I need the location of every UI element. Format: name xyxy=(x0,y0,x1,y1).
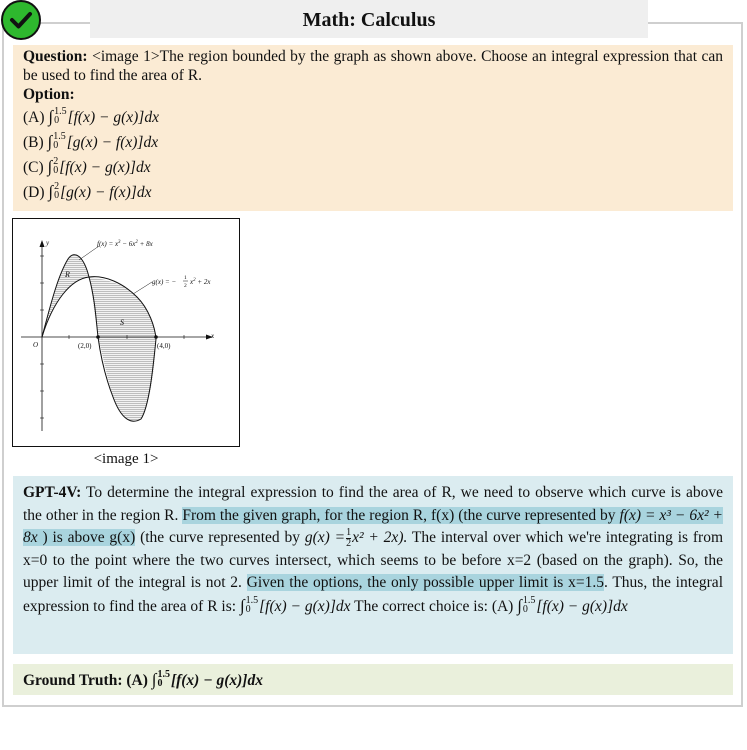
option-d: (D) ∫ 2 0 [g(x) − f(x)]dx xyxy=(23,181,152,202)
highlight-1-end: ) is above g(x) xyxy=(42,529,136,546)
check-circle-icon xyxy=(1,0,41,40)
question-panel xyxy=(13,45,733,211)
region-s-label: S xyxy=(120,318,124,327)
answer-label: GPT-4V: xyxy=(23,484,82,501)
option-upper: 2 xyxy=(54,181,60,193)
answer-choice-text: The correct choice is: (A) xyxy=(354,597,514,615)
option-letter: (B) xyxy=(23,134,44,151)
option-letter: (D) xyxy=(23,184,45,201)
answer-conclusion: . Thus, the integral expression to find the area of R is: xyxy=(23,574,723,615)
option-heading: Option: xyxy=(23,86,75,103)
g-frac-num: 1 xyxy=(184,275,187,281)
f-leader xyxy=(79,246,99,260)
g-frac-den: 2 xyxy=(184,283,187,289)
answer-interval: The interval over which we're integrating is from x=0 to the point where the two curves intersect, which seems to be before x=2 (based on the graph). So, the upper limit of the integral is not 2. xyxy=(23,529,724,591)
page-title: Math: Calculus xyxy=(90,0,648,38)
g-label-left: g(x) = − xyxy=(152,278,177,286)
question-body: <image 1>The region bounded by the graph as shown above. Choose an integral expression that can be used to find the area of R. xyxy=(23,48,723,84)
option-lower: 0 xyxy=(54,190,60,202)
f-label: $f(x) = x^3 - 6x^2 + 8x$ xyxy=(97,240,153,248)
answer-choice-expr: [f(x) − g(x)]dx xyxy=(536,597,628,615)
origin-label: O xyxy=(33,341,39,349)
question-text xyxy=(23,47,723,85)
ground-truth-label: Ground Truth: (A) xyxy=(23,672,148,689)
ground-truth-expr: [f(x) − g(x)]dx xyxy=(170,672,263,689)
answer-panel: GPT-4V: To determine the integral expression to find the area of R, we need to observe which curve is above the other in the region R. From the given graph, for the region R, f(x) (the curve represented by f(x) = x³ − 6x² + 8x ) is above g(x) (the curve represented by g(x) = $\frac{1}{2}$ x² + 2x). The interval over which we're integrating is from x=0 to the point where the two curves intersect, which seems to be before x=2 (based on the graph). So, the upper limit of the integral is not 2. Given the options, the only possible upper limit is x=1.5. Thus, the integral expression to find the area of R is: ∫ 1.5 0 [f(x) − g(x)]dx The correct choice is: (A) ∫ 1.5 0 [f(x) − g(x)]dx xyxy=(13,476,733,654)
highlight-1-math: f(x) = x³ − 6x² + 8x xyxy=(23,506,724,546)
option-upper: 1.5 xyxy=(54,106,67,118)
option-lower: 0 xyxy=(53,165,59,177)
answer-g-frac: $\frac{1}{2}$ xyxy=(346,526,352,549)
highlight-2: Given the options, the only possible upper limit is x=1.5 xyxy=(246,574,604,591)
option-body: [g(x) − f(x)]dx xyxy=(60,184,152,201)
figure-panel xyxy=(12,218,240,447)
answer-g-math-a: g(x) = xyxy=(304,529,346,546)
option-c: (C) ∫ 2 0 [f(x) − g(x)]dx xyxy=(23,156,151,177)
point-2-0-label: (2,0) xyxy=(78,342,92,350)
region-s xyxy=(89,277,156,421)
option-body: [g(x) − f(x)]dx xyxy=(66,134,159,151)
option-lower: 0 xyxy=(54,115,60,127)
answer-intro: To determine the integral expression to find the area of R, we need to observe which curve is above the other in the region R. xyxy=(23,484,723,524)
y-axis-label: y xyxy=(46,239,50,247)
option-upper: 1.5 xyxy=(53,131,66,143)
option-upper: 2 xyxy=(53,156,59,168)
answer-g-intro: (the curve represented by xyxy=(140,529,300,546)
option-letter: (A) xyxy=(23,109,45,126)
g-leader xyxy=(133,282,152,294)
option-letter: (C) xyxy=(23,159,44,176)
figure-caption: <image 1> xyxy=(93,451,159,467)
highlight-1-text: From the given graph, for the region R, f(x) (the curve represented by xyxy=(182,506,616,524)
option-lower: 0 xyxy=(53,140,59,152)
region-r xyxy=(42,255,89,337)
g-label-right: $x^2 + 2x$ xyxy=(190,278,211,286)
graph-figure xyxy=(13,219,238,445)
point-2-0-marker xyxy=(96,335,100,339)
x-axis-label: x xyxy=(211,332,215,340)
option-body: [f(x) − g(x)]dx xyxy=(67,109,159,126)
point-4-0-marker xyxy=(154,335,158,339)
option-body: [f(x) − g(x)]dx xyxy=(59,159,151,176)
point-4-0-label: (4,0) xyxy=(157,342,171,350)
answer-expr: [f(x) − g(x)]dx xyxy=(259,597,351,615)
question-label: Question: xyxy=(23,48,88,65)
option-b: (B) ∫ 1.5 0 [g(x) − f(x)]dx xyxy=(23,131,159,152)
y-axis-arrow xyxy=(40,240,45,247)
option-a: (A) ∫ 1.5 0 [f(x) − g(x)]dx xyxy=(23,106,159,127)
answer-g-math-b: x² + 2x). xyxy=(352,529,408,546)
ground-truth-panel: Ground Truth: (A) ∫ 1.5 0 [f(x) − g(x)]dx xyxy=(13,664,733,695)
region-r-label: R xyxy=(65,270,70,279)
